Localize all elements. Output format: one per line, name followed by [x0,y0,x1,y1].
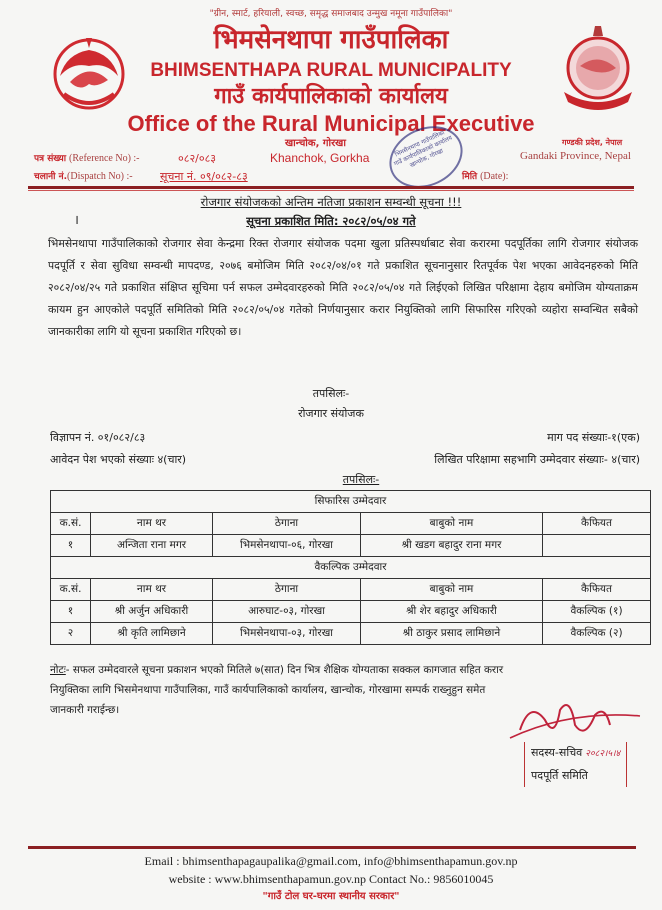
notice-body: भिमसेनथापा गाउँपालिकाको रोजगार सेवा केन्द्रमा रिक्त रोजगार संयोजक पदमा खुला प्रतिस्पर्धाबाट सेवा करारमा पदपूर्तिका लागि रोजगार संयोजक पदपूर्ति र सेवा सुविधा सम्वन्धी मापदण्ड, २०७६ बमोजिम मिति २०८२/०४/०१ गते प्रकाशित सूचनानुसार रितपूर्वक पेश भएका आवेदनहरुको मिति २०८२/०४/२५ गते प्रकाशित संक्षिप्त सूचिमा पर्न सफल उम्मेदवारहरुको मिति २०८२/०५/०४ गते लिईएको लिखित परिक्षामा देहाय बमोजिम योग्यताक्रम कायम हुन आएकोले पदपूर्ति समितिको मिति २०८२/०५/०४ गतेको निर्णयानुसार करार नियुक्तिको लागि सिफारिस गरिएको व्यहोरा सम्वन्धित सबैको जानकारीका लागि यो सूचना प्रकाशित गरिएको छ। [48,237,638,338]
reference-label [34,152,140,166]
office-name-english: Office of the Rural Municipal Executive [127,111,535,136]
stamp-text: भिमसेनथापा गाउँपालिका गाउँ कार्यपालिकाको कार्यालय खान्चोक, गोरखा [393,129,454,170]
location-nepali: खान्चोक, गोरखा [285,138,346,149]
recommended-section-title: सिफारिस उम्मेदवार [51,491,651,513]
cell-address: आरुघाट-०३, गोरखा [213,601,361,623]
margin-mark: । [74,213,79,228]
note-label: नोटः [50,664,66,676]
dispatch-number: सूचना नं. ०९/०८२-८३ [160,170,248,183]
handwritten-date: २०८२।५।४ [585,749,621,759]
province-nepali: गण्डकी प्रदेश, नेपाल [562,138,623,147]
col-serial: क.सं. [51,513,91,535]
recommended-section-row [51,491,651,513]
reference-label-english: (Reference No) :- [69,153,140,164]
cell-father-name: श्री खडग बहादुर राना मगर [361,535,543,557]
table-header-row [51,513,651,535]
signature-scribble-icon [500,690,650,746]
reference-number: ०८२/०८३ [178,152,217,165]
position-name: रोजगार संयोजक [298,407,364,420]
location-english: Khanchok, Gorkha [270,151,370,165]
footer-email: Email : bhimsenthapagaupalika@gmail.com, info@bhimsenthapamun.gov.np [144,854,518,868]
header-divider [28,186,634,189]
cell-name: श्री कृति लामिछाने [91,623,213,645]
table-heading: तपसिलः- [342,473,380,486]
table-header-row [51,579,651,601]
province-english: Gandaki Province, Nepal [520,150,631,162]
dispatch-label-nepali: चलानी नं. [34,172,68,182]
note [50,660,520,720]
cell-serial: १ [51,601,91,623]
cell-serial: २ [51,623,91,645]
col-father-name: बाबुको नाम [361,579,543,601]
cell-father-name: श्री शेर बहादुर अधिकारी [361,601,543,623]
details-heading: तपसिलः- [312,387,350,400]
note-text: - सफल उम्मेदवारले सूचना प्रकाशन भएको मितिले ७(सात) दिन भित्र शैक्षिक योग्यताका सक्कल कागजात सहित करार नियुक्तिका लागि भिसमेनथापा गाउँपालिका, गाउँ कार्यपालिकाको कार्यालय, खान्चोक, गोरखामा सम्पर्क राख्नुहुन समेत जानकारी गराईन्छ। [50,664,504,716]
date-label-nepali: मिति [462,172,478,182]
col-address: ठेगाना [213,579,361,601]
dispatch-label-english: (Dispatch No) :- [67,171,133,182]
table-row [51,623,651,645]
col-serial: क.सं. [51,579,91,601]
date-label-english: (Date): [480,171,509,182]
cell-serial: १ [51,535,91,557]
advertisement-number: विज्ञापन नं. ०१/०८२/८३ [50,431,146,444]
col-name: नाम थर [91,513,213,535]
cell-remarks: वैकल्पिक (१) [543,601,651,623]
cell-remarks [543,535,651,557]
municipality-name-english: BHIMSENTHAPA RURAL MUNICIPALITY [150,60,512,81]
col-remarks: कैफियत [543,513,651,535]
cell-address: भिमसेनथापा-०३, गोरखा [213,623,361,645]
signatory-role: सदस्य-सचिव २०८२।५।४ [531,746,621,759]
alternate-section-title: वैकल्पिक उम्मेदवार [51,557,651,579]
dispatch-label [34,170,133,184]
committee-name: पदपूर्ति समिति [531,769,588,782]
cell-father-name: श्री ठाकुर प्रसाद लामिछाने [361,623,543,645]
signature-block [524,742,627,787]
table-row [51,535,651,557]
office-name-nepali: गाउँ कार्यपालिकाको कार्यालय [214,84,448,109]
reference-label-nepali: पत्र संख्या [34,154,67,164]
header-divider-thin [28,190,634,191]
table-row [51,601,651,623]
municipality-name-nepali: भिमसेनथापा गाउँपालिका [213,25,449,55]
footer-slogan: "गाउँ टोल घर-घरमा स्थानीय सरकार" [262,891,400,902]
motto: "ग्रीन, स्मार्ट, हरियाली, स्वच्छ, समृद्ध समाजबाद उन्मुख नमूना गाउँपालिका" [209,9,453,19]
published-date: सूचना प्रकाशित मिति: २०८२/०५/०४ गते [246,214,416,228]
date-label [462,170,508,184]
col-remarks: कैफियत [543,579,651,601]
applications-count: आवेदन पेश भएको संख्याः ४(चार) [50,453,187,466]
posts-demand: माग पद संख्याः-१(एक) [547,431,640,444]
col-name: नाम थर [91,579,213,601]
cell-name: श्री अर्जुन अधिकारी [91,601,213,623]
notice-title: रोजगार संयोजकको अन्तिम नतिजा प्रकाशन सम्वन्धी सूचना !!! [200,195,462,209]
col-father-name: बाबुको नाम [361,513,543,535]
alternate-section-row [51,557,651,579]
cell-remarks: वैकल्पिक (२) [543,623,651,645]
footer-divider [28,846,636,849]
footer-website-contact: website : www.bhimsenthapamun.gov.np Contact No.: 9856010045 [168,872,494,886]
exam-participants: लिखित परिक्षामा सहभागि उम्मेदवार संख्याः- ४(चार) [434,453,640,466]
candidates-table [50,490,651,645]
cell-name: अन्जिता राना मगर [91,535,213,557]
col-address: ठेगाना [213,513,361,535]
cell-address: भिमसेनथापा-०६, गोरखा [213,535,361,557]
